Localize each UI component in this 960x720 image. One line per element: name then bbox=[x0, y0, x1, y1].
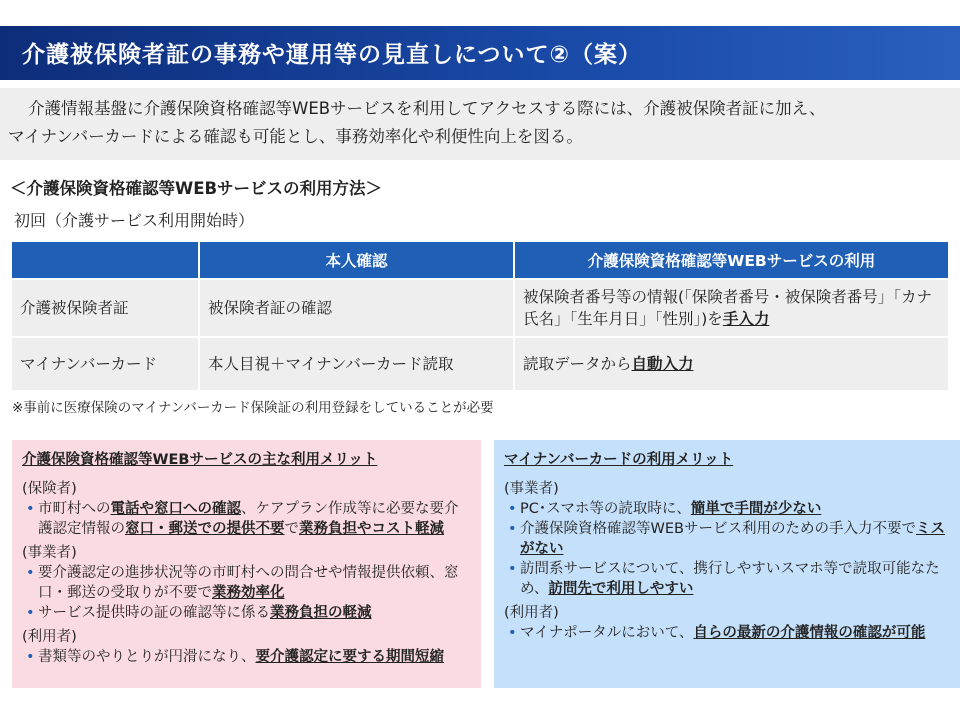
intro-line-1: 介護情報基盤に介護保険資格確認等WEBサービスを利用してアクセスする際には、介護被保険者証に加え、 bbox=[28, 99, 826, 118]
item-text: マイナポータルにおいて、 bbox=[520, 625, 694, 641]
item-emphasis: 要介護認定に要する期間短縮 bbox=[255, 649, 444, 665]
bullet-icon: • bbox=[508, 501, 517, 517]
intro-box bbox=[0, 88, 960, 160]
web-merits-box bbox=[12, 440, 481, 688]
item-text: で bbox=[284, 521, 299, 537]
table-header-identity: 本人確認 bbox=[199, 242, 514, 279]
row-usage-emphasis: 自動入力 bbox=[631, 355, 694, 373]
row-label: マイナンバーカード bbox=[12, 337, 199, 390]
group-label: (事業者) bbox=[504, 481, 559, 497]
item-text: 介護保険資格確認等WEBサービス利用のための手入力不要で bbox=[520, 521, 916, 537]
item-emphasis: 電話や窓口への確認 bbox=[110, 501, 241, 517]
bullet-icon: • bbox=[26, 605, 35, 621]
row-label: 介護被保険者証 bbox=[12, 279, 199, 337]
row-identity: 被保険者証の確認 bbox=[199, 279, 514, 337]
list-item bbox=[504, 559, 950, 599]
item-text: 書類等のやりとりが円滑になり、 bbox=[38, 649, 256, 665]
item-text: 要介護認定の進捗状況等の市町村への問合せや情報提供依頼、窓口・郵送の受取りが不要で bbox=[38, 565, 459, 601]
item-emphasis: 業務効率化 bbox=[212, 585, 285, 601]
item-emphasis: 窓口・郵送での提供不要 bbox=[125, 521, 285, 537]
row-usage-text: 読取データから bbox=[523, 355, 632, 373]
list-item bbox=[504, 499, 950, 519]
card-merits-box bbox=[494, 440, 960, 688]
table-header-row bbox=[12, 242, 948, 279]
list-item bbox=[22, 563, 471, 603]
intro-line-2: マイナンバーカードによる確認も可能とし、事務効率化や利便性向上を図る。 bbox=[8, 127, 583, 146]
list-item bbox=[504, 519, 950, 559]
row-identity: 本人目視＋マイナンバーカード読取 bbox=[199, 337, 514, 390]
page-title: 介護被保険者証の事務や運用等の見直しについて②（案） bbox=[22, 42, 643, 68]
item-emphasis: ミスがない bbox=[520, 521, 945, 557]
row-usage bbox=[514, 337, 948, 390]
bullet-icon: • bbox=[26, 649, 35, 665]
item-emphasis: 自らの最新の介護情報の確認が可能 bbox=[693, 625, 926, 641]
usage-table bbox=[12, 242, 948, 390]
row-usage bbox=[514, 279, 948, 337]
usage-heading: ＜介護保険資格確認等WEBサービスの利用方法＞ bbox=[10, 179, 383, 198]
group-label: (保険者) bbox=[22, 481, 77, 497]
bullet-icon: • bbox=[508, 561, 517, 577]
item-emphasis: 業務負担の軽減 bbox=[270, 605, 372, 621]
item-emphasis: 訪問先で利用しやすい bbox=[548, 581, 694, 597]
bullet-icon: • bbox=[26, 501, 35, 517]
card-merits-title: マイナンバーカードの利用メリット bbox=[504, 452, 734, 468]
item-emphasis: 業務負担やコスト軽減 bbox=[299, 521, 444, 537]
usage-note: ※事前に医療保険のマイナンバーカード保険証の利用登録をしていることが必要 bbox=[12, 400, 494, 416]
web-merits-title: 介護保険資格確認等WEBサービスの主な利用メリット bbox=[22, 452, 378, 468]
item-text: PC･スマホ等の読取時に、 bbox=[520, 501, 691, 517]
item-text: 、ケアプラン作成等に必要な要介護認定情報の bbox=[38, 501, 459, 537]
group-label: (利用者) bbox=[22, 629, 77, 645]
list-item bbox=[504, 623, 950, 643]
list-item bbox=[22, 499, 471, 539]
table-header-blank bbox=[12, 242, 199, 279]
bullet-icon: • bbox=[508, 521, 517, 537]
item-text: サービス提供時の証の確認等に係る bbox=[38, 605, 270, 621]
bullet-icon: • bbox=[508, 625, 517, 641]
table-row bbox=[12, 337, 948, 390]
item-text: 市町村への bbox=[38, 501, 111, 517]
list-item bbox=[22, 647, 471, 667]
table-row bbox=[12, 279, 948, 337]
bullet-icon: • bbox=[26, 565, 35, 581]
table-header-usage: 介護保険資格確認等WEBサービスの利用 bbox=[514, 242, 948, 279]
row-usage-text: 被保険者番号等の情報(「保険者番号・被保険者番号」「カナ氏名」「生年月日」「性別」)を bbox=[523, 288, 933, 328]
usage-subheading: 初回（介護サービス利用開始時） bbox=[14, 211, 255, 230]
group-label: (事業者) bbox=[22, 545, 77, 561]
intro-text bbox=[8, 95, 958, 151]
item-text: 訪問系サービスについて、携行しやすいスマホ等で読取可能なため、 bbox=[520, 561, 940, 597]
group-label: (利用者) bbox=[504, 605, 559, 621]
title-banner bbox=[0, 26, 960, 80]
item-emphasis: 簡単で手間が少ない bbox=[690, 501, 822, 517]
row-usage-emphasis: 手入力 bbox=[722, 310, 770, 328]
list-item bbox=[22, 603, 471, 623]
